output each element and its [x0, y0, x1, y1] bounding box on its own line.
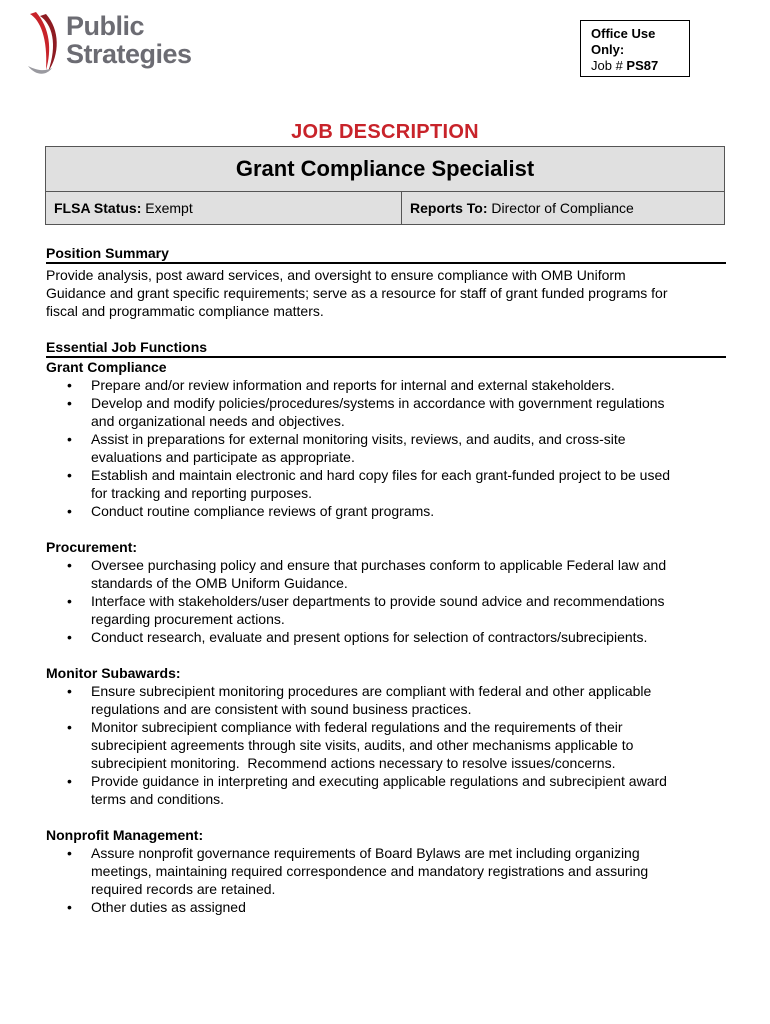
- bullet-line: meetings, maintaining required correspondence and mandatory registrations and assuring: [91, 863, 649, 879]
- logo-mark-icon: [26, 10, 66, 84]
- summary-line: Guidance and grant specific requirements; serve as a resource for staff of grant funded programs for: [46, 285, 668, 301]
- job-description-heading: JOB DESCRIPTION: [291, 121, 479, 143]
- bullet-list: [46, 376, 726, 520]
- bullet-item: [91, 466, 726, 502]
- flsa-status-cell: [46, 192, 402, 225]
- logo-line-1: Public: [66, 11, 145, 41]
- public-strategies-logo: [26, 10, 196, 84]
- document-body: [46, 244, 726, 916]
- office-use-line-1: Office Use: [591, 26, 656, 41]
- bullet-item: [91, 772, 726, 808]
- job-header-table: [45, 146, 725, 225]
- essential-functions-heading: Essential Job Functions: [46, 338, 726, 358]
- section-title: Nonprofit Management:: [46, 827, 204, 843]
- job-title: Grant Compliance Specialist: [46, 147, 725, 192]
- bullet-line: • Develop and modify policies/procedures/systems in accordance with government regulations: [91, 395, 665, 411]
- bullet-line: • Conduct research, evaluate and present options for selection of contractors/subrecipients.: [91, 629, 648, 645]
- bullet-item: [91, 376, 726, 394]
- bullet-line: • Conduct routine compliance reviews of grant programs.: [91, 503, 435, 519]
- section-title: Procurement:: [46, 539, 138, 555]
- bullet-line: • Provide guidance in interpreting and executing applicable regulations and subrecipient award: [91, 773, 667, 789]
- bullet-line: required records are retained.: [91, 881, 276, 897]
- flsa-status-label: FLSA Status:: [54, 200, 142, 216]
- bullet-line: regarding procurement actions.: [91, 611, 285, 627]
- job-number-label: Job #: [591, 58, 627, 73]
- section-title: Grant Compliance: [46, 359, 167, 375]
- bullet-list: [46, 556, 726, 646]
- job-number-line: [591, 58, 689, 74]
- bullet-line: • Prepare and/or review information and reports for internal and external stakeholders.: [91, 377, 615, 393]
- bullet-line: • Other duties as assigned: [91, 899, 246, 915]
- summary-line: Provide analysis, post award services, and oversight to ensure compliance with OMB Uniform: [46, 267, 626, 283]
- bullet-line: subrecipient agreements through site visits, audits, and other mechanisms applicable to: [91, 737, 634, 753]
- bullet-item: [91, 682, 726, 718]
- bullet-item: [91, 718, 726, 772]
- bullet-item: [91, 898, 726, 916]
- bullet-line: regulations and are consistent with sound business practices.: [91, 701, 472, 717]
- bullet-line: • Interface with stakeholders/user departments to provide sound advice and recommendations: [91, 593, 665, 609]
- office-use-line-2: Only:: [591, 42, 625, 57]
- position-summary-text: [46, 266, 726, 320]
- bullet-line: • Oversee purchasing policy and ensure that purchases conform to applicable Federal law and: [91, 557, 667, 573]
- bullet-line: subrecipient monitoring. Recommend actions necessary to resolve issues/concerns.: [91, 755, 616, 771]
- reports-to-cell: [402, 192, 725, 225]
- bullet-item: [91, 844, 726, 898]
- bullet-item: [91, 430, 726, 466]
- bullet-line: standards of the OMB Uniform Guidance.: [91, 575, 348, 591]
- bullet-line: • Ensure subrecipient monitoring procedures are compliant with federal and other applicable: [91, 683, 652, 699]
- reports-to-value: Director of Compliance: [491, 200, 634, 216]
- bullet-line: terms and conditions.: [91, 791, 225, 807]
- bullet-line: • Assure nonprofit governance requirements of Board Bylaws are met including organizing: [91, 845, 640, 861]
- bullet-line: for tracking and reporting purposes.: [91, 485, 313, 501]
- bullet-item: [91, 592, 726, 628]
- bullet-list: [46, 844, 726, 916]
- bullet-item: [91, 502, 726, 520]
- summary-line: fiscal and programmatic compliance matters.: [46, 303, 324, 319]
- bullet-line: • Establish and maintain electronic and hard copy files for each grant-funded project to be used: [91, 467, 671, 483]
- logo-line-2: Strategies: [66, 39, 192, 69]
- bullet-item: [91, 394, 726, 430]
- bullet-line: • Assist in preparations for external monitoring visits, reviews, and audits, and cross-site: [91, 431, 626, 447]
- bullet-line: and organizational needs and objectives.: [91, 413, 345, 429]
- position-summary-heading: Position Summary: [46, 244, 726, 264]
- bullet-line: evaluations and participate as appropriate.: [91, 449, 355, 465]
- essential-functions-sections: [46, 358, 726, 916]
- flsa-status-value: Exempt: [145, 200, 193, 216]
- job-number-value: PS87: [626, 58, 659, 73]
- bullet-item: [91, 628, 726, 646]
- office-use-box: [580, 20, 690, 77]
- section-title: Monitor Subawards:: [46, 665, 181, 681]
- bullet-line: • Monitor subrecipient compliance with federal regulations and the requirements of their: [91, 719, 623, 735]
- bullet-list: [46, 682, 726, 808]
- bullet-item: [91, 556, 726, 592]
- reports-to-label: Reports To:: [410, 200, 488, 216]
